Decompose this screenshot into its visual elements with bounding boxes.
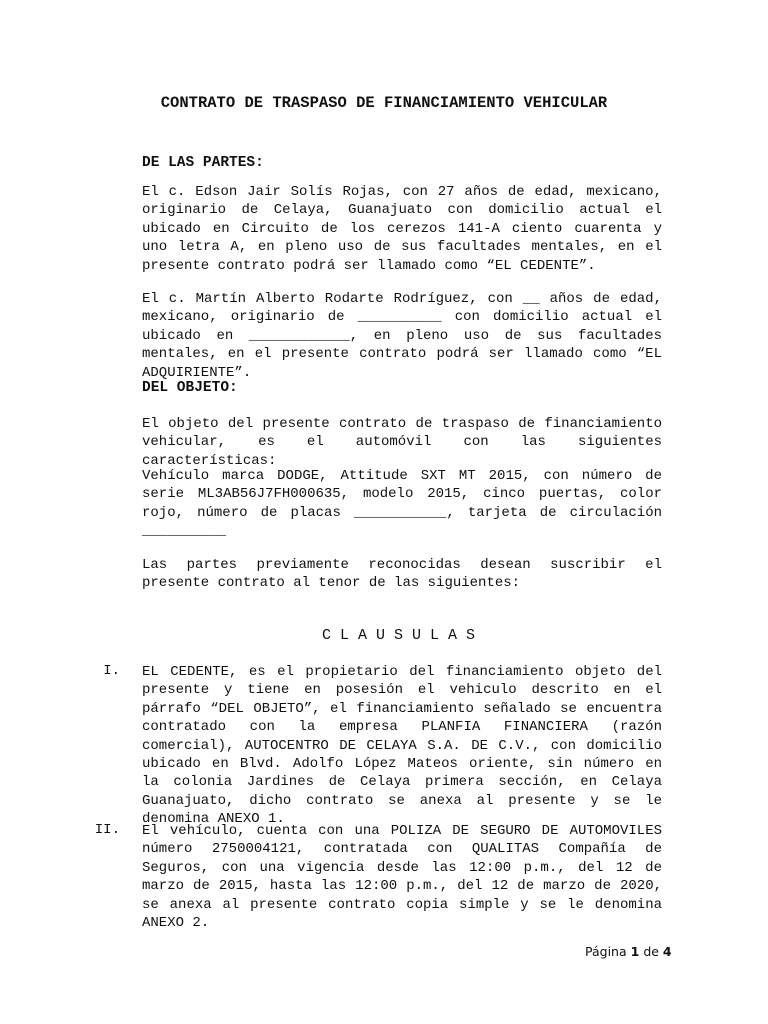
document-title: CONTRATO DE TRASPASO DE FINANCIAMIENTO VEHICULAR	[160, 94, 608, 112]
section-heading-partes: DE LAS PARTES:	[142, 155, 264, 171]
page-of: de	[643, 944, 659, 959]
page-number-footer	[585, 944, 672, 959]
page-total: 4	[662, 944, 672, 959]
section-heading-objeto: DEL OBJETO:	[142, 380, 238, 396]
paragraph-cedente: El c. Edson Jair Solís Rojas, con 27 años de edad, mexicano, originario de Celaya, Guanajuato con domicilio actual el ubicado en Circuito de los cerezos 141-A ciento cuarenta y uno letra A, en pleno uso de sus facultades mentales, en el presente contrato podrá ser llamado como “EL CEDENTE”.	[142, 184, 662, 274]
paragraph-vehiculo: Vehículo marca DODGE, Attitude SXT MT 2015, con número de serie ML3AB56J7FH000635, modelo 2015, cinco puertas, color rojo, número de placas ___________, tarjeta de circulación __________	[142, 468, 662, 540]
clause-text: EL CEDENTE, es el propietario del financiamiento objeto del presente y tiene en posesión el vehiculo descrito en el párrafo “DEL OBJETO”, el financiamiento señalado se encuentra contratado con la empresa PLANFIA FINANCIERA (razón comercial), AUTOCENTRO DE CELAYA S.A. DE C.V., con domicilio ubicado en Blvd. Adolfo López Mateos oriente, sin número en la colonia Jardines de Celaya primera sección, en Celaya Guanajuato, dicho contrato se anexa al presente y se le denomina ANEXO 1.	[142, 664, 662, 828]
clause-text: El vehículo, cuenta con una POLIZA DE SEGURO DE AUTOMOVILES número 2750004121, contratada con QUALITAS Compañía de Seguros, con una vigencia desde las 12:00 p.m., del 12 de marzo de 2015, hasta las 12:00 p.m., del 12 de marzo de 2020, se anexa al presente contrato copia simple y se le denomina ANEXO 2.	[142, 823, 662, 932]
paragraph-partes-suscribir: Las partes previamente reconocidas desean suscribir el presente contrato al tenor de las siguientes:	[142, 557, 662, 592]
clause-numeral: II.	[94, 822, 120, 838]
page-label: Página	[585, 944, 627, 959]
paragraph-objeto: El objeto del presente contrato de traspaso de financiamiento vehicular, es el automóvil con las siguientes características:	[142, 416, 662, 469]
clausulas-heading: CLAUSULAS	[321, 627, 484, 644]
paragraph-adquiriente: El c. Martín Alberto Rodarte Rodríguez, con __ años de edad, mexicano, originario de __________ con domicilio actual el ubicado en ____________, en pleno uso de sus facultades mentales, en el presente contrato podrá ser llamado como “EL ADQUIRIENTE”.	[142, 291, 662, 381]
page-current: 1	[630, 944, 640, 959]
clause-numeral: I.	[103, 663, 120, 679]
